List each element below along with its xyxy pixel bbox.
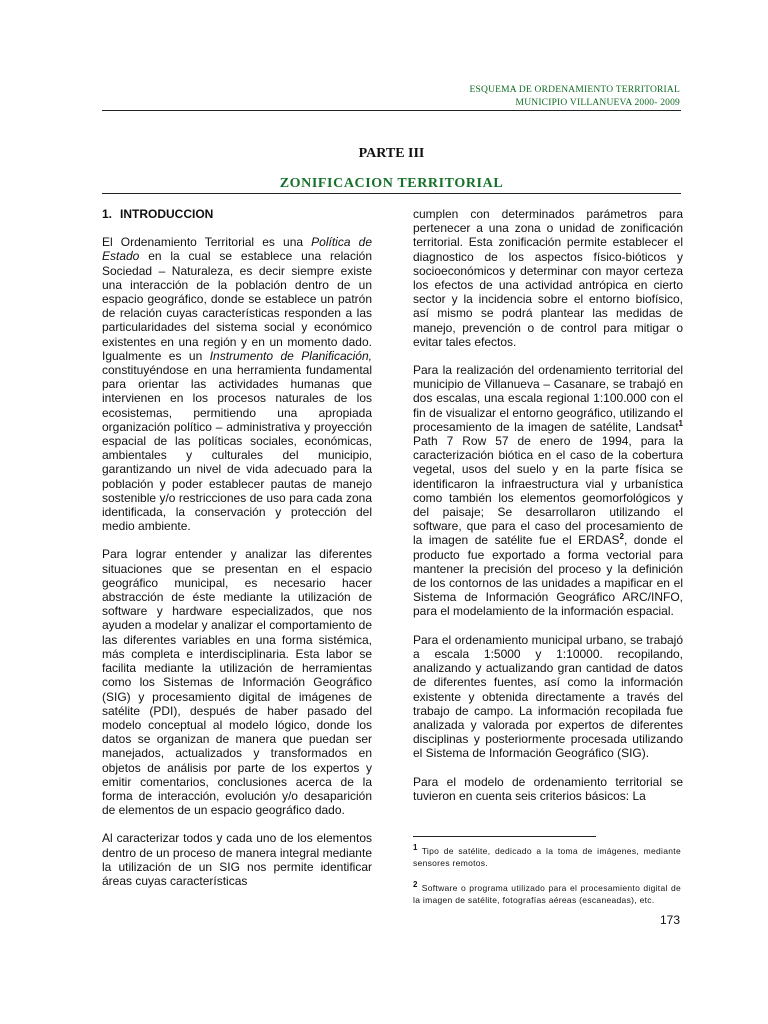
footnotes bbox=[413, 842, 681, 916]
footnote-ref[interactable]: 2 bbox=[619, 532, 624, 542]
right-column bbox=[413, 207, 683, 817]
left-column bbox=[102, 207, 372, 902]
paragraph bbox=[102, 235, 372, 533]
footnote-mark: 2 bbox=[413, 879, 418, 889]
header-line-1: ESQUEMA DE ORDENAMIENTO TERRITORIAL bbox=[469, 85, 680, 95]
footnote-ref[interactable]: 1 bbox=[678, 418, 683, 428]
section-heading bbox=[102, 207, 372, 221]
text-run: en la cual se establece una relación Sociedad – Naturaleza, es decir siempre existe una interacción de la población dentro de un espacio geográfico, donde se establece un patrón de relación cuyas características responden a las particularidades del sistema social y económico existentes en una región y en un momento dado. Igualmente es un bbox=[102, 249, 372, 363]
emphasis-text: Política de Estado bbox=[102, 235, 372, 264]
footnote-text: Software o programa utilizado para el procesamiento digital de la imagen de satélite, fotografías aéreas (escaneadas), etc. bbox=[413, 882, 681, 905]
text-run: , donde el producto fue exportado a forma vectorial para mantener la precisión del proceso y la definición de los contornos de las unidades a mapificar en el Sistema de Información Geográfico ARC/INFO, para el modelamiento de la información espacial. bbox=[413, 533, 683, 619]
footnote-item bbox=[413, 842, 681, 869]
text-run: El Ordenamiento Territorial es una bbox=[102, 235, 312, 250]
paragraph: cumplen con determinados parámetros para pertenecer a una zona o unidad de zonificación territorial. Esta zonificación permite establecer el diagnostico de los aspectos físico-bióticos y socioeconómicos y determinar con mayor certeza los efectos de una actividad antrópica en cierto sector y la incidencia sobre el entorno biofísico, así mismo se podrá plantear las medidas de manejo, prevención o de control para mitigar o evitar tales efectos. bbox=[413, 207, 683, 349]
footnote-mark: 1 bbox=[413, 843, 418, 852]
section-number: 1. bbox=[102, 207, 113, 221]
header-line-2: MUNICIPIO VILLANUEVA 2000- 2009 bbox=[515, 98, 680, 108]
section-title: INTRODUCCION bbox=[120, 207, 214, 221]
header-rule bbox=[102, 110, 681, 111]
footnote-text: Tipo de satélite, dedicado a la toma de imágenes, mediante sensores remotos. bbox=[413, 845, 681, 868]
text-run: constituyéndose en una herramienta fundamental para orientar las actividades humanas que intervienen en los procesos naturales de los ecosistemas, permitiendo una apropiada organización político – administrativa y proyección espacial de las políticas sociales, económicas, ambientales y culturales del municipio, garantizando un nivel de vida adecuado para la población y poder establecer pautas de manejo sostenible y/o restricciones de uso para cada zona identificada, la conservación y protección del medio ambiente. bbox=[102, 363, 372, 534]
paragraph: Para el ordenamiento municipal urbano, se trabajó a escala 1:5000 y 1:10000. recopilando, analizando y actualizando gran cantidad de datos de diferentes fuentes, así como la información existente y obtenida directamente a través del trabajo de campo. La información recopilada fue analizada y valorada por expertos de diferentes disciplinas y posteriormente procesada utilizando el Sistema de Información Geográfico (SIG). bbox=[413, 632, 683, 761]
running-header bbox=[470, 84, 680, 110]
text-run: Para la realización del ordenamiento territorial del municipio de Villanueva – Casanare, se trabajó en dos escalas, una escala regional 1:100.000 con el fin de visualizar el entorno geográfico, utilizando el procesamiento de la imagen de satélite, Landsat bbox=[413, 363, 683, 434]
part-title: PARTE III bbox=[358, 146, 425, 161]
emphasis-text: Instrumento de Planificación, bbox=[209, 348, 372, 363]
text-run: Path 7 Row 57 de enero de 1994, para la caracterización biótica en el caso de la cobertura vegetal, usos del suelo y en la parte física se identificaron la infraestructura vial y urbanística como también los elementos geomorfológicos y del paisaje; Se desarrollaron utilizando el software, que para el caso del procesamiento de la imagen de satélite fue el ERDAS bbox=[413, 434, 683, 548]
footnote-item bbox=[413, 879, 681, 906]
footnote-separator bbox=[413, 836, 596, 837]
chapter-title: ZONIFICACION TERRITORIAL bbox=[279, 176, 504, 191]
paragraph bbox=[413, 363, 683, 619]
title-rule bbox=[102, 193, 681, 194]
paragraph: Al caracterizar todos y cada uno de los elementos dentro de un proceso de manera integral mediante la utilización de un SIG nos permite identificar áreas cuyas características bbox=[102, 831, 372, 888]
page-number: 173 bbox=[659, 913, 680, 927]
paragraph: Para el modelo de ordenamiento territorial se tuvieron en cuenta seis criterios básicos: La bbox=[413, 774, 683, 803]
paragraph: Para lograr entender y analizar las diferentes situaciones que se presentan en el espacio geográfico municipal, es necesario hacer abstracción de éste mediante la utilización de software y hardware especializados, que nos ayuden a modelar y analizar el comportamiento de las diferentes variables en una forma sistémica, más completa e interdisciplinaria. Esta labor se facilita mediante la utilización de herramientas como los Sistemas de Información Geográfico (SIG) y procesamiento digital de imágenes de satélite (PDI), después de haber pasado del modelo conceptual al modelo lógico, donde los datos se organizan de manera que puedan ser manejados, actualizados y transformados en objetos de análisis por parte de los expertos y emitir comentarios, conclusiones acerca de la forma de interacción, evolución y/o desaparición de elementos de un espacio geográfico dado. bbox=[102, 547, 372, 818]
